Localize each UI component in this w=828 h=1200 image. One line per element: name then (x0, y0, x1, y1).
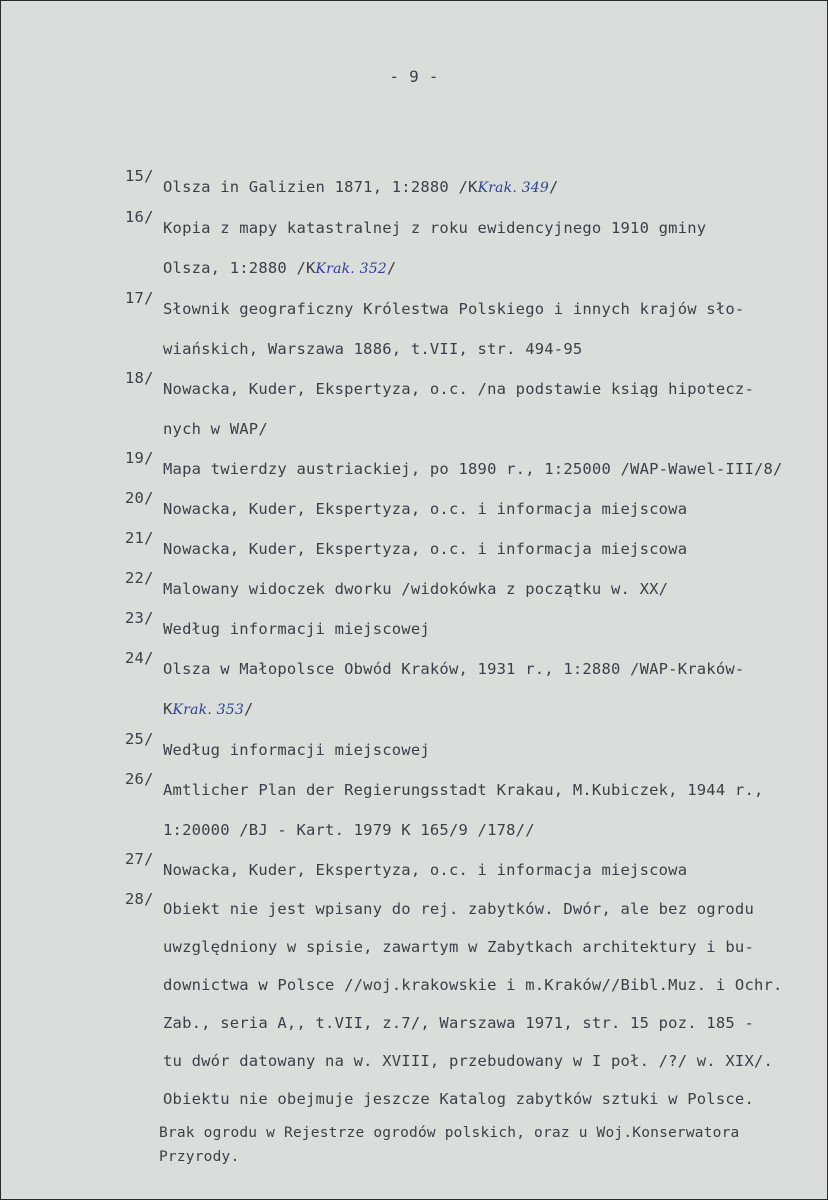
footnote-line (125, 289, 805, 329)
closing-note-line: Brak ogrodu w Rejestrze ogrodów polskich, oraz u Woj.Konserwatora (159, 1125, 740, 1141)
typed-text: Według informacji miejscowej (163, 741, 430, 759)
typed-text: Malowany widoczek dworku /widokówka z początku w. XX/ (163, 580, 669, 598)
footnote-entry (125, 208, 805, 289)
footnote-line (125, 1080, 805, 1118)
footnote-entry (125, 167, 805, 208)
footnote-number: 22/ (125, 569, 154, 587)
footnote-line (125, 966, 805, 1004)
footnote-line (125, 649, 805, 689)
typed-text: Mapa twierdzy austriackiej, po 1890 r., 1:25000 /WAP-Wawel-III/8/ (163, 460, 783, 478)
footnote-line (125, 609, 805, 649)
footnote-line (125, 248, 805, 289)
footnote-number: 24/ (125, 649, 154, 667)
footnote-line (125, 1042, 805, 1080)
footnote-line (125, 529, 805, 569)
page-number: - 9 - (389, 67, 439, 86)
footnote-line (125, 489, 805, 529)
typed-text: Obiekt nie jest wpisany do rej. zabytków. Dwór, ale bez ogrodu (163, 900, 754, 918)
typed-text: K (163, 700, 173, 718)
typed-text: Według informacji miejscowej (163, 620, 430, 638)
footnote-number: 23/ (125, 609, 154, 627)
footnote-number: 16/ (125, 208, 154, 226)
typed-text: Olsza, 1:2880 /K (163, 259, 316, 277)
typed-text: / (243, 700, 254, 718)
footnote-entry (125, 850, 805, 890)
footnote-entry (125, 649, 805, 730)
typed-text: nych w WAP/ (163, 420, 268, 438)
typed-text: Nowacka, Kuder, Ekspertyza, o.c. i informacja miejscowa (163, 540, 688, 558)
handwritten-annotation: Krak. 352 (315, 261, 387, 277)
typed-text: Kopia z mapy katastralnej z roku ewidencyjnego 1910 gminy (163, 219, 707, 237)
footnote-line (125, 569, 805, 609)
typed-text: Nowacka, Kuder, Ekspertyza, o.c. i informacja miejscowa (163, 500, 688, 518)
typed-text: wiańskich, Warszawa 1886, t.VII, str. 494-95 (163, 340, 583, 358)
footnote-entry (125, 489, 805, 529)
footnote-number: 25/ (125, 730, 154, 748)
footnote-line (125, 208, 805, 248)
footnote-entry (125, 730, 805, 770)
typed-text: downictwa w Polsce //woj.krakowskie i m.Kraków//Bibl.Muz. i Ochr. (163, 976, 783, 994)
footnote-entry (125, 890, 805, 1118)
footnote-entry (125, 449, 805, 489)
footnote-entry (125, 770, 805, 850)
footnote-entry (125, 529, 805, 569)
typed-text: uwzględniony w spisie, zawartym w Zabytkach architektury i bu- (163, 938, 754, 956)
typed-text: Słownik geograficzny Królestwa Polskiego i innych krajów sło- (163, 300, 745, 318)
footnote-line (125, 449, 805, 489)
typed-text: / (548, 178, 559, 196)
footnote-number: 27/ (125, 850, 154, 868)
footnote-line (125, 167, 805, 208)
handwritten-annotation: Krak. 349 (477, 180, 549, 196)
footnote-line (125, 810, 805, 850)
typed-text: Obiektu nie obejmuje jeszcze Katalog zabytków sztuki w Polsce. (163, 1090, 754, 1108)
footnote-number: 17/ (125, 289, 154, 307)
footnote-line (125, 329, 805, 369)
footnote-list (125, 167, 805, 1166)
typed-text: 1:20000 /BJ - Kart. 1979 K 165/9 /178// (163, 821, 535, 839)
typed-text: Nowacka, Kuder, Ekspertyza, o.c. i informacja miejscowa (163, 861, 688, 879)
footnote-number: 26/ (125, 770, 154, 788)
typed-text: Olsza in Galizien 1871, 1:2880 /K (163, 178, 478, 196)
typed-text: Olsza w Małopolsce Obwód Kraków, 1931 r., 1:2880 /WAP-Kraków- (163, 660, 745, 678)
footnote-number: 28/ (125, 890, 154, 908)
footnote-entry (125, 569, 805, 609)
footnote-line (125, 890, 805, 928)
footnote-line (125, 770, 805, 810)
footnote-line (125, 689, 805, 730)
closing-note-line: Przyrody. (159, 1149, 240, 1165)
footnote-line (125, 369, 805, 409)
typed-text: Nowacka, Kuder, Ekspertyza, o.c. /na podstawie ksiąg hipotecz- (163, 380, 754, 398)
typed-text: Zab., seria A,, t.VII, z.7/, Warszawa 1971, str. 15 poz. 185 - (163, 1014, 754, 1032)
typed-text: / (386, 259, 397, 277)
footnote-line (125, 1004, 805, 1042)
handwritten-annotation: Krak. 353 (172, 702, 244, 718)
footnote-line (125, 928, 805, 966)
footnote-number: 21/ (125, 529, 154, 547)
footnote-number: 20/ (125, 489, 154, 507)
typed-text: tu dwór datowany na w. XVIII, przebudowany w I poł. /?/ w. XIX/. (163, 1052, 774, 1070)
footnote-line (125, 409, 805, 449)
footnote-number: 18/ (125, 369, 154, 387)
typed-text: Amtlicher Plan der Regierungsstadt Krakau, M.Kubiczek, 1944 r., (163, 781, 764, 799)
footnote-entry (125, 369, 805, 449)
footnote-line (125, 730, 805, 770)
footnote-number: 15/ (125, 167, 154, 185)
footnote-number: 19/ (125, 449, 154, 467)
footnote-line (125, 850, 805, 890)
footnote-entry (125, 289, 805, 369)
footnote-entry (125, 609, 805, 649)
